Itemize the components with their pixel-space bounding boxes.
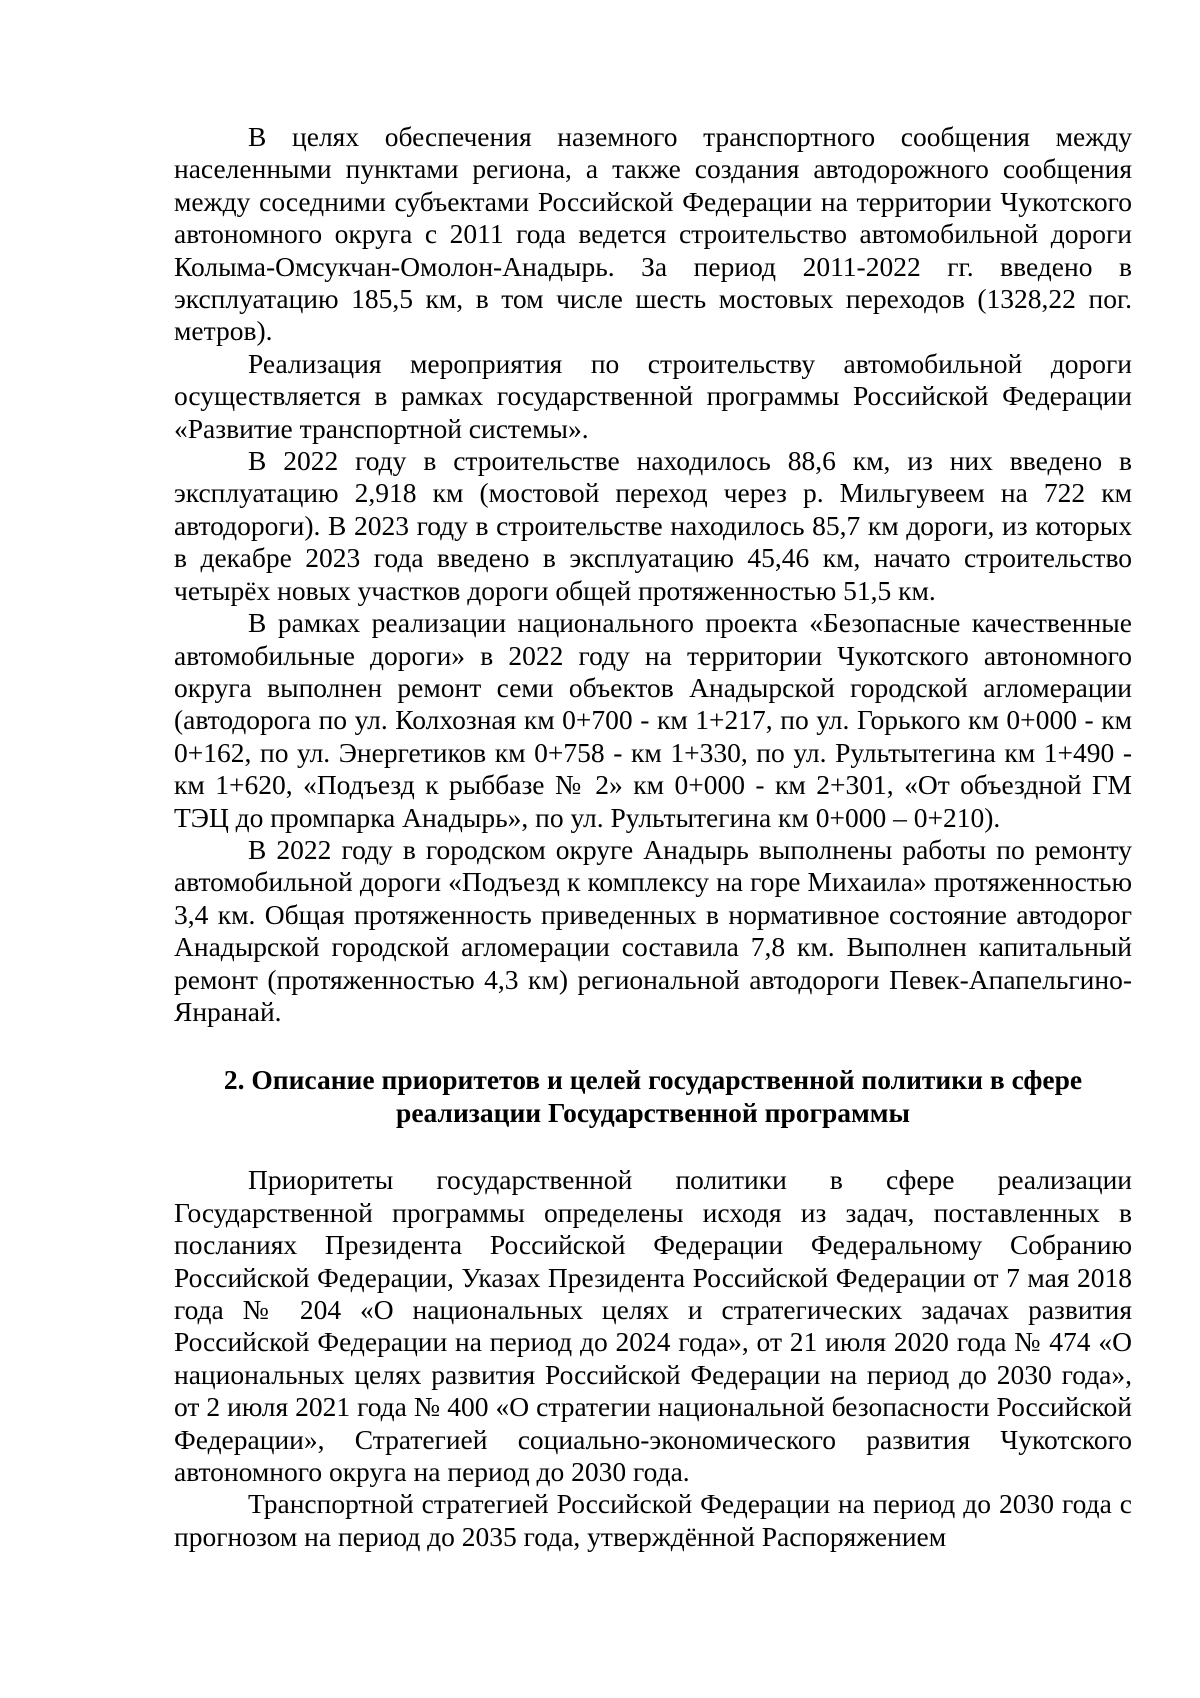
- document-body: [174, 121, 1132, 1553]
- paragraph-federal-program: Реализация мероприятия по строительству автомобильной дороги осуществляется в рамках государственной программы Российской Федерации «Развитие транспортной системы».: [174, 347, 1132, 444]
- paragraph-policy-priorities: Приоритеты государственной политики в сфере реализации Государственной программы определены исходя из задач, поставленных в посланиях Президента Российской Федерации Федеральному Собранию Российской Федерации, Указах Президента Российской Федерации от 7 мая 2018 года № 204 «О национальных целях и стратегических задачах развития Российской Федерации на период до 2024 года», от 21 июля 2020 года № 474 «О национальных целях развития Российской Федерации на период до 2030 года», от 2 июля 2021 года № 400 «О стратегии национальной безопасности Российской Федерации», Стратегией социально-экономического развития Чукотского автономного округа на период до 2030 года.: [174, 1164, 1132, 1488]
- section-heading-line1: 2. Описание приоритетов и целей государственной политики в сфере: [223, 1064, 1083, 1096]
- paragraph-road-construction: В целях обеспечения наземного транспортного сообщения между населенными пунктами региона, а также создания автодорожного сообщения между соседними субъектами Российской Федерации на территории Чукотского автономного округа с 2011 года ведется строительство автомобильной дороги Колыма-Омсукчан-Омолон-Анадырь. За период 2011-2022 гг. введено в эксплуатацию 185,5 км, в том числе шесть мостовых переходов (1328,22 пог. метров).: [174, 121, 1132, 347]
- section-heading: [174, 1063, 1132, 1129]
- paragraph-anadyr-repairs: В 2022 году в городском округе Анадырь выполнены работы по ремонту автомобильной дороги «Подъезд к комплексу на горе Михаила» протяженностью 3,4 км. Общая протяженность приведенных в нормативное состояние автодорог Анадырской городской агломерации составила 7,8 км. Выполнен капитальный ремонт (протяженностью 4,3 км) региональной автодороги Певек-Апапельгино-Янранай.: [174, 833, 1132, 1027]
- paragraph-construction-2022-2023: В 2022 году в строительстве находилось 88,6 км, из них введено в эксплуатацию 2,918 км (мостовой переход через р. Мильгувеем на 722 км автодороги). В 2023 году в строительстве находилось 85,7 км дороги, из которых в декабре 2023 года введено в эксплуатацию 45,46 км, начато строительство четырёх новых участков дороги общей протяженностью 51,5 км.: [174, 445, 1132, 606]
- section-heading-line2: реализации Государственной программы: [396, 1097, 910, 1129]
- paragraph-national-project: В рамках реализации национального проекта «Безопасные качественные автомобильные дороги» в 2022 году на территории Чукотского автономного округа выполнен ремонт семи объектов Анадырской городской агломерации (автодорога по ул. Колхозная км 0+700 - км 1+217, по ул. Горького км 0+000 - км 0+162, по ул. Энергетиков км 0+758 - км 1+330, по ул. Рультытегина км 1+490 - км 1+620, «Подъезд к рыббазе № 2» км 0+000 - км 2+301, «От объездной ГМ ТЭЦ до промпарка Анадырь», по ул. Рультытегина км 0+000 – 0+210).: [174, 607, 1132, 833]
- paragraph-transport-strategy: Транспортной стратегией Российской Федерации на период до 2030 года с прогнозом на период до 2035 года, утверждённой Распоряжением: [174, 1488, 1132, 1552]
